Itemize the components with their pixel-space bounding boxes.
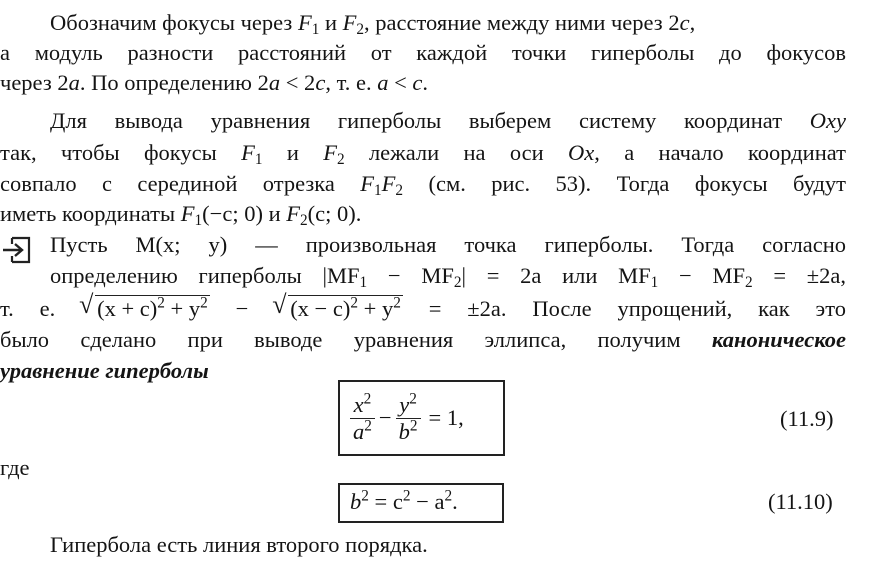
fraction-y-over-b: $\frac{y^2}{b^2}$ — [396, 392, 421, 445]
para3-line4: было сделано при выводе уравнения эллипса, получим каноническое — [0, 327, 846, 352]
para3-line2: определению гиперболы $|MF_1 - MF_2| = 2a$ или $MF_1 - MF_2 = \pm 2a$, — [50, 263, 846, 291]
para2-line4: иметь координаты $F_1(-c$; 0) и $F_2(c$; 0). — [0, 201, 362, 229]
equation-11-9-box: $\frac{x^2}{a^2}$ − $\frac{y^2}{b^2}$ = 1, — [338, 380, 505, 456]
para3-line1: Пусть M(x; y) — произвольная точка гиперболы. Тогда согласно — [50, 232, 846, 257]
para2-line1: Для вывода уравнения гиперболы выберем систему координат Oxy — [50, 108, 846, 133]
para3-line5: уравнение гиперболы — [0, 358, 209, 383]
equation-11-10-box: $b^2 = c^2 - a^2$. — [338, 483, 504, 523]
sqrt-plus: √ $(x + c)^2 + y^2$ — [81, 294, 210, 324]
para2-line2: так, чтобы фокусы $F_1$ и $F_2$ лежали на оси Ox, а начало координат — [0, 140, 846, 168]
para1-line3: через 2a. По определению 2a < 2c, т. е. a < c. — [0, 70, 429, 95]
closing-sentence: Гипербола есть линия второго порядка. — [50, 532, 428, 557]
equation-number-11-10: (11.10) — [768, 489, 833, 514]
para1-line2: а модуль разности расстояний от каждой точки гиперболы до фокусов — [0, 40, 846, 65]
arrow-into-box-icon — [2, 235, 32, 265]
para3-line3: т. е. √ $(x + c)^2 + y^2$ − √ $(x - c)^2 + y^2 = \pm 2a$. После упрощений, как это — [0, 294, 846, 324]
para1-line1: Обозначим фокусы через $F_1$ и $F_2$, расстояние между ними через 2c, — [50, 10, 696, 38]
fraction-x-over-a: $\frac{x^2}{a^2}$ — [350, 392, 375, 445]
equation-number-11-9: (11.9) — [780, 406, 834, 431]
sqrt-minus: √ $(x - c)^2 + y^2$ — [274, 294, 403, 324]
para2-line3: совпало с серединой отрезка $F_1F_2$ (см. рис. 53). Тогда фокусы будут — [0, 171, 846, 199]
where-label: где — [0, 455, 30, 480]
